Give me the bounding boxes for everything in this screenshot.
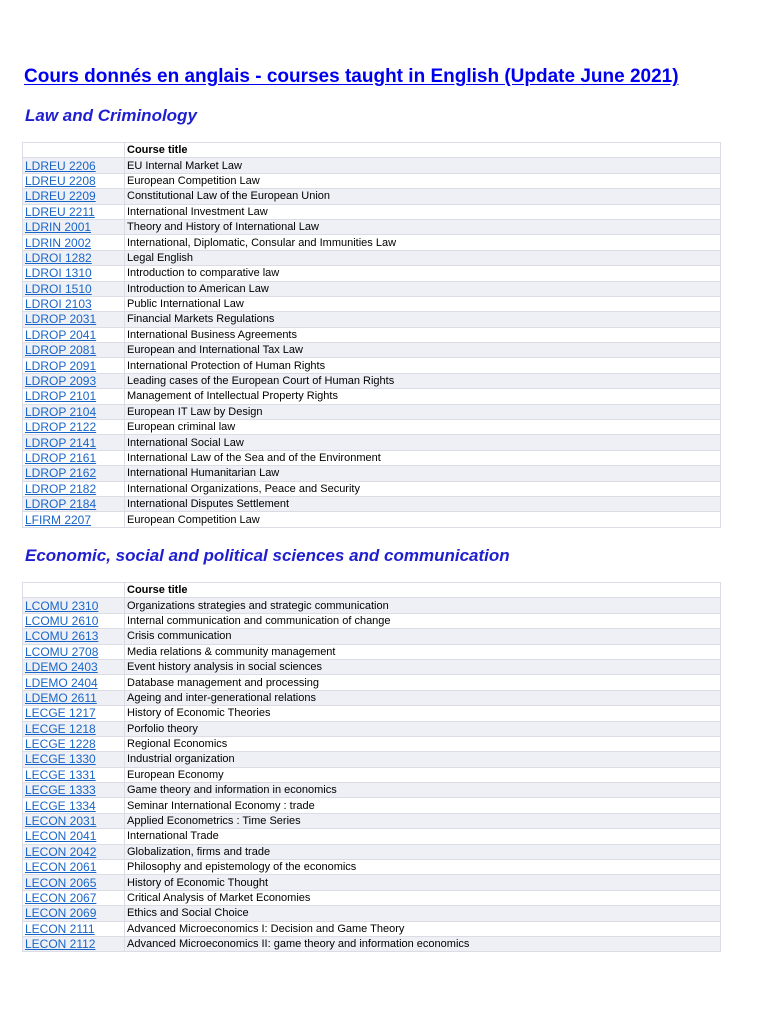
table-row (23, 327, 721, 342)
course-title: Porfolio theory (125, 721, 721, 736)
course-title: Philosophy and epistemology of the economics (125, 860, 721, 875)
course-code-link[interactable]: LECGE 1331 (23, 767, 125, 782)
course-title: Organizations strategies and strategic communication (125, 598, 721, 613)
course-code-link[interactable]: LDRIN 2002 (23, 235, 125, 250)
course-code-link[interactable]: LDROP 2093 (23, 373, 125, 388)
table-row (23, 420, 721, 435)
course-title: European IT Law by Design (125, 404, 721, 419)
table-row (23, 860, 721, 875)
course-code-link[interactable]: LDROI 1510 (23, 281, 125, 296)
table-row (23, 266, 721, 281)
course-code-link[interactable]: LECGE 1330 (23, 752, 125, 767)
course-code-link[interactable]: LECON 2031 (23, 813, 125, 828)
table-row (23, 921, 721, 936)
table-row (23, 890, 721, 905)
course-title: Internal communication and communication of change (125, 613, 721, 628)
course-code-link[interactable]: LCOMU 2708 (23, 644, 125, 659)
course-code-link[interactable]: LDROP 2031 (23, 312, 125, 327)
course-code-link[interactable]: LDREU 2211 (23, 204, 125, 219)
course-code-link[interactable]: LDROP 2122 (23, 420, 125, 435)
table-row (23, 281, 721, 296)
course-title: Critical Analysis of Market Economies (125, 890, 721, 905)
course-code-link[interactable]: LFIRM 2207 (23, 512, 125, 527)
table-row (23, 767, 721, 782)
course-table-law (22, 142, 721, 528)
table-row (23, 629, 721, 644)
course-title: International Protection of Human Rights (125, 358, 721, 373)
course-code-link[interactable]: LECON 2041 (23, 829, 125, 844)
table-row (23, 296, 721, 311)
table-row (23, 358, 721, 373)
table-row (23, 598, 721, 613)
course-code-link[interactable]: LDREU 2206 (23, 158, 125, 173)
course-title: Leading cases of the European Court of Human Rights (125, 373, 721, 388)
section-heading-economics: Economic, social and political sciences and communication (25, 546, 510, 565)
course-title: Advanced Microeconomics II: game theory and information economics (125, 936, 721, 951)
course-title: Database management and processing (125, 675, 721, 690)
course-title: Theory and History of International Law (125, 219, 721, 234)
course-title: Public International Law (125, 296, 721, 311)
table-row (23, 675, 721, 690)
course-title: Media relations & community management (125, 644, 721, 659)
course-title: European Competition Law (125, 173, 721, 188)
course-title: Advanced Microeconomics I: Decision and Game Theory (125, 921, 721, 936)
table-row (23, 373, 721, 388)
course-title: International, Diplomatic, Consular and Immunities Law (125, 235, 721, 250)
table-row (23, 481, 721, 496)
course-title: International Humanitarian Law (125, 466, 721, 481)
course-code-link[interactable]: LDROI 2103 (23, 296, 125, 311)
course-title: International Social Law (125, 435, 721, 450)
course-title: History of Economic Theories (125, 706, 721, 721)
course-code-link[interactable]: LECON 2061 (23, 860, 125, 875)
course-title: EU Internal Market Law (125, 158, 721, 173)
table-header-row (23, 583, 721, 598)
course-title: Seminar International Economy : trade (125, 798, 721, 813)
course-table-economics (22, 582, 721, 952)
table-header-row (23, 143, 721, 158)
table-row (23, 512, 721, 527)
course-code-link[interactable]: LECGE 1228 (23, 736, 125, 751)
table-row (23, 189, 721, 204)
course-code-link[interactable]: LDREU 2208 (23, 173, 125, 188)
table-row (23, 496, 721, 511)
course-title: Regional Economics (125, 736, 721, 751)
course-title: European Competition Law (125, 512, 721, 527)
course-code-link[interactable]: LECON 2111 (23, 921, 125, 936)
course-title: Financial Markets Regulations (125, 312, 721, 327)
table-row (23, 752, 721, 767)
document-title-link[interactable]: Cours donnés en anglais - courses taught in English (Update June 2021) (24, 66, 679, 87)
course-title: Legal English (125, 250, 721, 265)
course-title: Ethics and Social Choice (125, 906, 721, 921)
column-header-title: Course title (125, 583, 721, 598)
course-code-link[interactable]: LECON 2042 (23, 844, 125, 859)
course-code-link[interactable]: LCOMU 2310 (23, 598, 125, 613)
course-code-link[interactable]: LECGE 1217 (23, 706, 125, 721)
table-row (23, 235, 721, 250)
table-row (23, 173, 721, 188)
table-row (23, 450, 721, 465)
table-row (23, 736, 721, 751)
course-code-link[interactable]: LDROP 2041 (23, 327, 125, 342)
course-code-link[interactable]: LDROP 2161 (23, 450, 125, 465)
course-code-link[interactable]: LECGE 1218 (23, 721, 125, 736)
table-row (23, 690, 721, 705)
course-code-link[interactable]: LCOMU 2610 (23, 613, 125, 628)
course-code-link[interactable]: LDROP 2162 (23, 466, 125, 481)
course-code-link[interactable]: LECON 2067 (23, 890, 125, 905)
course-code-link[interactable]: LDROP 2081 (23, 343, 125, 358)
course-title: Industrial organization (125, 752, 721, 767)
table-row (23, 783, 721, 798)
table-row (23, 435, 721, 450)
table-row (23, 204, 721, 219)
column-header-code (23, 583, 125, 598)
table-row (23, 844, 721, 859)
table-row (23, 644, 721, 659)
course-title: Introduction to American Law (125, 281, 721, 296)
course-title: Management of Intellectual Property Rights (125, 389, 721, 404)
course-title: Constitutional Law of the European Union (125, 189, 721, 204)
course-title: Game theory and information in economics (125, 783, 721, 798)
course-code-link[interactable]: LDROP 2101 (23, 389, 125, 404)
table-row (23, 875, 721, 890)
course-title: International Disputes Settlement (125, 496, 721, 511)
course-title: International Organizations, Peace and Security (125, 481, 721, 496)
course-title: Globalization, firms and trade (125, 844, 721, 859)
course-code-link[interactable]: LDROI 1282 (23, 250, 125, 265)
course-title: European Economy (125, 767, 721, 782)
course-code-link[interactable]: LDROP 2184 (23, 496, 125, 511)
course-code-link[interactable]: LDREU 2209 (23, 189, 125, 204)
table-row (23, 906, 721, 921)
table-row (23, 389, 721, 404)
course-code-link[interactable]: LDROP 2104 (23, 404, 125, 419)
course-title: Ageing and inter-generational relations (125, 690, 721, 705)
course-code-link[interactable]: LDEMO 2611 (23, 690, 125, 705)
table-row (23, 466, 721, 481)
course-code-link[interactable]: LECON 2065 (23, 875, 125, 890)
table-row (23, 404, 721, 419)
table-row (23, 158, 721, 173)
course-code-link[interactable]: LECGE 1334 (23, 798, 125, 813)
table-row (23, 813, 721, 828)
course-title: International Law of the Sea and of the Environment (125, 450, 721, 465)
course-title: International Trade (125, 829, 721, 844)
table-row (23, 312, 721, 327)
course-title: International Investment Law (125, 204, 721, 219)
course-title: European criminal law (125, 420, 721, 435)
column-header-code (23, 143, 125, 158)
section-heading-law: Law and Criminology (25, 106, 197, 125)
table-row (23, 829, 721, 844)
course-title: Event history analysis in social sciences (125, 659, 721, 674)
table-row (23, 721, 721, 736)
course-title: History of Economic Thought (125, 875, 721, 890)
table-row (23, 250, 721, 265)
table-row (23, 798, 721, 813)
table-row (23, 343, 721, 358)
course-code-link[interactable]: LDEMO 2404 (23, 675, 125, 690)
table-row (23, 659, 721, 674)
course-title: International Business Agreements (125, 327, 721, 342)
course-title: Crisis communication (125, 629, 721, 644)
course-code-link[interactable]: LECGE 1333 (23, 783, 125, 798)
course-code-link[interactable]: LDROI 1310 (23, 266, 125, 281)
course-code-link[interactable]: LDROP 2182 (23, 481, 125, 496)
course-title: Applied Econometrics : Time Series (125, 813, 721, 828)
course-title: European and International Tax Law (125, 343, 721, 358)
course-code-link[interactable]: LCOMU 2613 (23, 629, 125, 644)
course-title: Introduction to comparative law (125, 266, 721, 281)
course-code-link[interactable]: LDEMO 2403 (23, 659, 125, 674)
course-code-link[interactable]: LDRIN 2001 (23, 219, 125, 234)
course-code-link[interactable]: LDROP 2091 (23, 358, 125, 373)
table-row (23, 706, 721, 721)
table-row (23, 936, 721, 951)
column-header-title: Course title (125, 143, 721, 158)
table-row (23, 613, 721, 628)
course-code-link[interactable]: LECON 2069 (23, 906, 125, 921)
course-code-link[interactable]: LDROP 2141 (23, 435, 125, 450)
course-code-link[interactable]: LECON 2112 (23, 936, 125, 951)
table-row (23, 219, 721, 234)
